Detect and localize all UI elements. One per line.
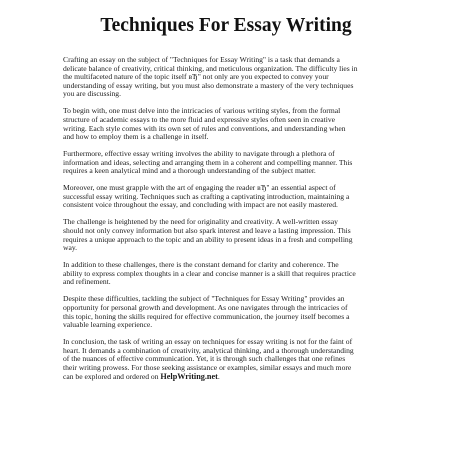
text-line: and refinement. bbox=[63, 277, 111, 287]
text-line: requires a keen analytical mind and a thorough understanding of the subject matter. bbox=[63, 166, 316, 176]
text-line: valuable learning experience. bbox=[63, 320, 153, 330]
text-line: opportunity for personal growth and development. As one navigates through the intricacies of bbox=[63, 303, 348, 312]
text-line: of the nuances of effective communication. Yet, it is through such challenges that one refines bbox=[63, 354, 346, 364]
text-line: Crafting an essay on the subject of "Techniques for Essay Writing" is a task that demands a bbox=[63, 55, 340, 64]
text-line: In addition to these challenges, there is the constant demand for clarity and coherence. The bbox=[63, 260, 339, 270]
text-line: To begin with, one must delve into the intricacies of various writing styles, from the formal bbox=[63, 106, 341, 116]
text-line: the multifaceted nature of the topic itself вЂ" not only are you expected to convey your bbox=[63, 72, 329, 82]
text-line: this topic, honing the skills required for effective communication, the journey itself becomes a bbox=[63, 311, 350, 321]
paragraph-4 bbox=[63, 184, 400, 210]
text-line: Moreover, one must grapple with the art of engaging the reader вЂ" an essential aspect of bbox=[63, 183, 336, 193]
text-line: In conclusion, the task of writing an essay on techniques for essay writing is not for the faint of bbox=[63, 337, 353, 347]
text-line: successful essay writing. Techniques such as crafting a captivating introduction, maintaining a bbox=[63, 191, 350, 201]
text-line: information and ideas, selecting and arranging them in a coherent and compelling manner. This bbox=[63, 157, 353, 167]
text-line: should not only convey information but also spark interest and leave a lasting impression. This bbox=[63, 226, 351, 236]
final-line-suffix: . bbox=[217, 371, 220, 381]
document-body bbox=[63, 56, 400, 390]
text-line: Furthermore, effective essay writing involves the ability to navigate through a plethora of bbox=[63, 149, 335, 159]
document-title: Techniques For Essay Writing bbox=[100, 15, 352, 36]
paragraph-1 bbox=[63, 56, 400, 99]
paragraph-8 bbox=[63, 338, 400, 381]
final-line-prefix: can be explored and ordered on bbox=[63, 371, 161, 381]
paragraph-7 bbox=[63, 295, 400, 329]
text-line: way. bbox=[63, 243, 78, 253]
text-line: and how to employ them is a challenge in itself. bbox=[63, 132, 209, 142]
text-line: understanding of essay writing, but you must also demonstrate a mastery of the very techniques bbox=[63, 80, 354, 90]
text-line: you are discussing. bbox=[63, 89, 121, 99]
text-line: structure of academic essays to the more fluid and expressive styles often seen in creative bbox=[63, 114, 336, 124]
text-line: delicate balance of creativity, critical thinking, and meticulous organization. The difficulty lies in bbox=[63, 63, 358, 73]
paragraph-2 bbox=[63, 107, 400, 141]
text-line: heart. It demands a combination of creativity, analytical thinking, and a thorough understanding bbox=[63, 345, 354, 355]
helpwriting-link[interactable]: HelpWriting.net bbox=[160, 371, 218, 381]
text-line: their writing prowess. For those seeking assistance or examples, similar essays and much more bbox=[63, 362, 352, 372]
paragraph-5 bbox=[63, 218, 400, 252]
text-line: Despite these difficulties, tackling the subject of "Techniques for Essay Writing" provides an bbox=[63, 294, 345, 304]
text-line: writing. Each style comes with its own set of rules and conventions, and understanding when bbox=[63, 123, 346, 133]
text-line-final bbox=[63, 373, 400, 382]
text-line: requires a unique approach to the topic and an ability to present ideas in a fresh and compelling bbox=[63, 234, 353, 244]
text-line: ability to express complex thoughts in a clear and concise manner is a skill that requires practice bbox=[63, 268, 356, 278]
text-line: The challenge is heightened by the need for originality and creativity. A well-written essay bbox=[63, 217, 338, 227]
paragraph-6 bbox=[63, 261, 400, 287]
text-line: consistent voice throughout the essay, and concluding with impact are not easily mastered. bbox=[63, 200, 338, 210]
paragraph-3 bbox=[63, 150, 400, 176]
